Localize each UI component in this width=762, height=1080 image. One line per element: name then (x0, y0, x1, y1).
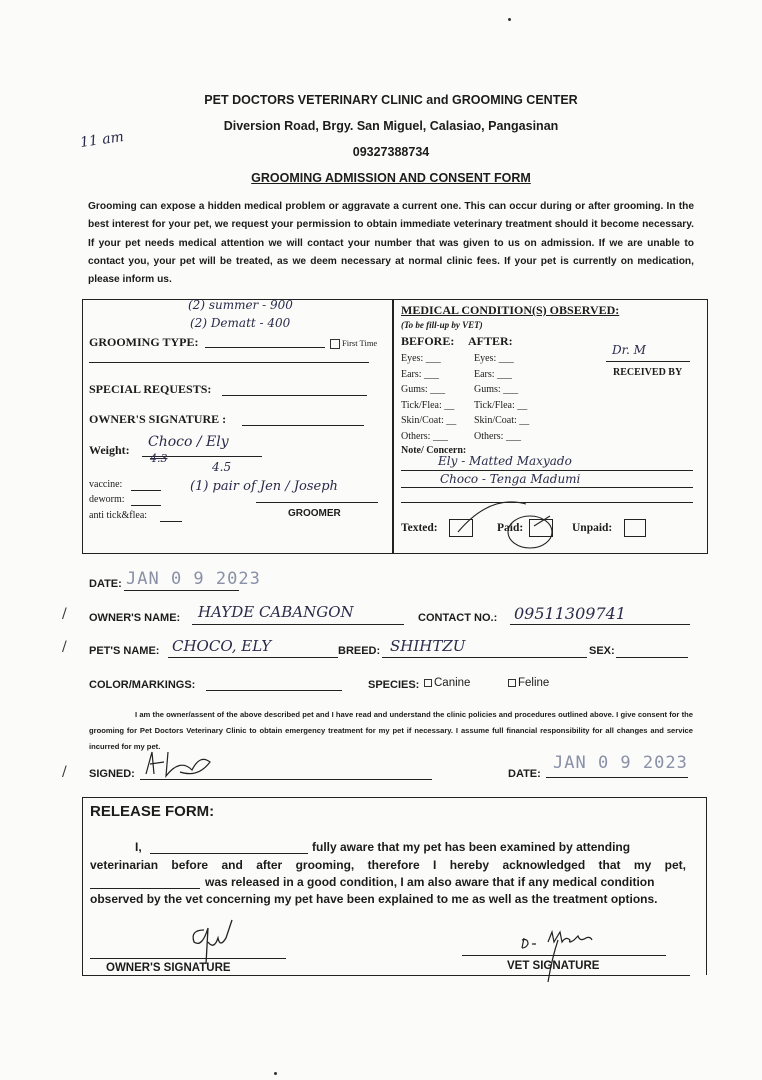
antitick-text: anti tick&flea: (89, 510, 148, 521)
breed-value: SHIHTZU (390, 637, 466, 655)
before-others[interactable]: Others: ___ (401, 430, 448, 442)
color-line[interactable] (206, 690, 342, 691)
breed-line[interactable] (382, 657, 587, 658)
contact-label: CONTACT NO.: (418, 612, 498, 624)
groomer-value: (1) pair of Jen / Joseph (190, 479, 338, 494)
vaccine-line[interactable] (131, 490, 161, 491)
after-ears[interactable]: Ears: ___ (474, 368, 513, 380)
canine-option[interactable] (424, 677, 470, 689)
pet-name-label: PET'S NAME: (89, 645, 160, 657)
release-text-4: observed by the vet concerning my pet have been explained to me as well as the treatment options. (90, 892, 658, 906)
weight-label: Weight: (89, 443, 130, 457)
owner-signature-line[interactable] (242, 425, 364, 426)
antitick-line[interactable] (160, 521, 182, 522)
release-pet-line[interactable] (90, 888, 200, 889)
grooming-type-label: GROOMING TYPE: (89, 335, 199, 349)
feline-option[interactable] (508, 677, 549, 689)
after-skincoat[interactable]: Skin/Coat: __ (474, 415, 530, 426)
scan-speck (508, 18, 511, 21)
after-eyes[interactable]: Eyes: ___ (474, 353, 514, 364)
before-ears[interactable]: Ears: ___ (401, 368, 440, 380)
date-stamp: JAN 0 9 2023 (126, 569, 261, 589)
weight-value-names: Choco / Ely (148, 434, 229, 450)
feline-label: Feline (518, 677, 550, 689)
medical-title: MEDICAL CONDITION(S) OBSERVED: (401, 303, 620, 317)
received-by-label: RECEIVED BY (613, 367, 683, 378)
pet-name-line[interactable] (168, 657, 338, 658)
sex-label: SEX: (589, 645, 615, 657)
signed-line[interactable] (140, 779, 432, 780)
intro-paragraph: Grooming can expose a hidden medical problem or aggravate a current one. This can occur during or after grooming. In the best interest for your pet, we request your permission to obtain immediate veterinary treatment should it become necessary. If your pet needs medical attention we will contact your number that was given to us on admission. If we are unable to contact you, your pet will be treated, as we deem necessary at normal clinic fees. If your pet is currently on medication, please inform us. (88, 201, 694, 286)
before-skincoat[interactable]: Skin/Coat: __ (401, 415, 457, 426)
groomer-label: GROOMER (288, 508, 341, 519)
release-owner-sig-line[interactable] (90, 958, 286, 959)
owner-name-label: OWNER'S NAME: (89, 612, 181, 624)
unpaid-label: Unpaid: (572, 522, 613, 534)
owner-name-line[interactable] (192, 624, 404, 625)
special-requests-line[interactable] (222, 395, 367, 396)
check-mark: / (62, 639, 67, 655)
after-rows (474, 351, 529, 444)
received-by-value: Dr. M (612, 343, 646, 357)
deworm-line[interactable] (131, 505, 161, 506)
contact-line[interactable] (510, 624, 690, 625)
check-mark: / (62, 764, 67, 780)
date-label: DATE: (89, 578, 122, 590)
first-time-label: First Time (342, 338, 378, 348)
release-vet-sig-label: VET SIGNATURE (507, 960, 600, 972)
consent-paragraph: I am the owner/assent of the above described pet and I have read and understand the clinic policies and procedures outlined above. I give consent for the grooming for Pet Doctors Veterinary Clinic to obtain emergency treatment for my pet if necessary. I assume full financial responsibility for all changes and service incurred for my pet. (89, 710, 693, 751)
sex-line[interactable] (616, 657, 688, 658)
antitick-label (89, 510, 147, 521)
after-label: AFTER: (468, 334, 513, 348)
medical-subtitle: (To be fill-up by VET) (401, 320, 483, 330)
release-i-label: I, (135, 840, 142, 854)
owner-signature-scribble (140, 748, 220, 780)
release-top-rule (82, 797, 706, 798)
after-gums[interactable]: Gums: ___ (474, 384, 519, 395)
species-label: SPECIES: (368, 679, 420, 691)
date-line[interactable] (124, 590, 239, 591)
before-tickflea[interactable]: Tick/Flea: __ (401, 399, 455, 411)
signed-date-stamp: JAN 0 9 2023 (553, 753, 688, 773)
check-mark: / (62, 606, 67, 622)
owner-name-value: HAYDE CABANGON (198, 603, 354, 621)
release-bottom-rule (82, 975, 690, 976)
pet-name-value: CHOCO, ELY (172, 637, 272, 655)
note-line-1-text: Ely - Matted Maxyado (438, 454, 572, 468)
note-line-2-text: Choco - Tenga Madumi (440, 472, 581, 486)
note-line-1[interactable] (401, 470, 693, 471)
before-rows (401, 351, 456, 444)
vaccine-label (89, 479, 122, 490)
release-left-rule (82, 797, 83, 975)
owner-signature-label: OWNER'S SIGNATURE : (89, 412, 227, 426)
groomer-line[interactable] (256, 502, 378, 503)
deworm-label (89, 494, 125, 505)
release-text-2: veterinarian before and after grooming, therefore I hereby acknowledged that my pet, (90, 858, 686, 872)
grooming-type-value-1: (2) summer - 900 (188, 298, 293, 312)
signed-label: SIGNED: (89, 768, 135, 780)
release-right-rule (706, 797, 707, 975)
after-others[interactable]: Others: ___ (474, 430, 521, 442)
release-name-line[interactable] (150, 853, 308, 854)
unpaid-checkbox[interactable] (624, 519, 646, 537)
contact-value: 09511309741 (514, 604, 626, 623)
grooming-type-value-2: (2) Dematt - 400 (190, 316, 291, 330)
first-time-checkbox[interactable] (330, 338, 377, 349)
canine-label: Canine (434, 677, 471, 689)
breed-label: BREED: (338, 645, 381, 657)
texted-label: Texted: (401, 522, 438, 534)
release-owner-sig-label: OWNER'S SIGNATURE (106, 962, 231, 974)
received-by-line[interactable] (606, 361, 690, 362)
clinic-name: PET DOCTORS VETERINARY CLINIC and GROOMING CENTER (204, 93, 578, 107)
note-label: Note/ Concern: (401, 445, 467, 456)
after-tickflea[interactable]: Tick/Flea: __ (474, 399, 528, 411)
scan-speck (274, 1072, 277, 1075)
vaccine-text: vaccine: (89, 479, 123, 490)
paid-label: Paid: (497, 522, 524, 534)
before-label: BEFORE: (401, 334, 455, 348)
release-title: RELEASE FORM: (90, 803, 215, 820)
time-note: 11 am (79, 129, 125, 151)
grooming-type-line[interactable] (205, 347, 325, 348)
special-requests-label: SPECIAL REQUESTS: (89, 382, 212, 396)
signed-date-line[interactable] (546, 777, 688, 778)
before-eyes[interactable]: Eyes: ___ (401, 353, 441, 364)
release-vet-sig-line[interactable] (462, 955, 666, 956)
deworm-text: deworm: (89, 494, 125, 505)
weight-crossed: 4.3 (150, 452, 168, 465)
clinic-address: Diversion Road, Brgy. San Miguel, Calasiao, Pangasinan (223, 119, 559, 133)
color-label: COLOR/MARKINGS: (89, 679, 196, 691)
form-title: GROOMING ADMISSION AND CONSENT FORM (251, 171, 531, 185)
clinic-phone: 09327388734 (352, 145, 430, 159)
weight-value: 4.5 (212, 460, 232, 474)
paid-circle-mark (430, 488, 570, 558)
release-text-3: was released in a good condition, I am also aware that if any medical condition (205, 875, 655, 889)
before-gums[interactable]: Gums: ___ (401, 384, 446, 395)
release-text-1: fully aware that my pet has been examined by attending (312, 840, 631, 854)
grooming-type-line-2[interactable] (89, 362, 369, 363)
signed-date-label: DATE: (508, 768, 541, 780)
